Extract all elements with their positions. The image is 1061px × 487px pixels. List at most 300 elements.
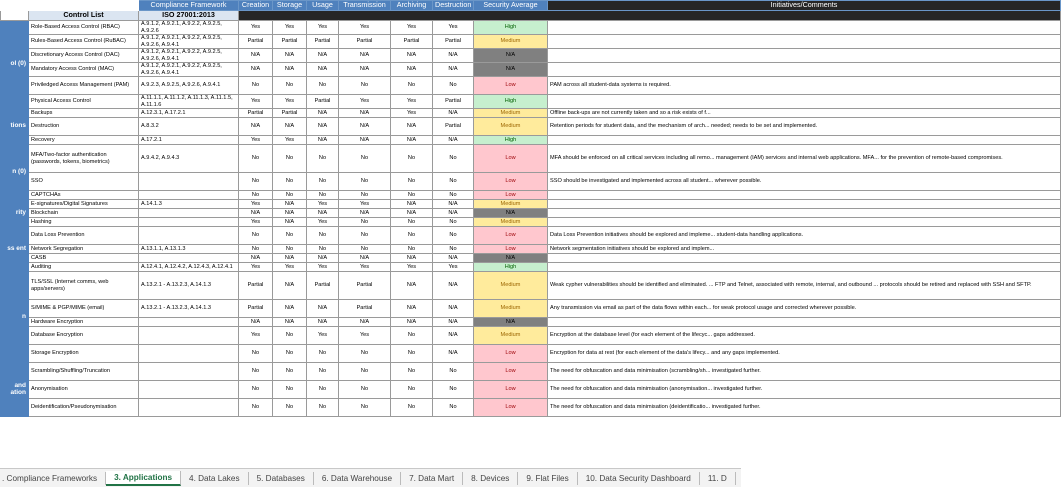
comment-cell[interactable] <box>548 263 1061 272</box>
stage-value-cell[interactable]: Yes <box>307 218 339 227</box>
comment-cell[interactable]: The need for obfuscation and data minimisation (anonymisation... investigated further. <box>548 381 1061 399</box>
iso-reference-cell[interactable]: A.9.1.2, A.9.2.1, A.9.2.2, A.9.2.5, A.9.2.6, A.9.4.1 <box>139 49 239 63</box>
stage-value-cell[interactable]: N/A <box>391 49 433 63</box>
comment-cell[interactable]: PAM across all student-data systems is required. <box>548 77 1061 95</box>
iso-reference-cell[interactable]: A.9.2.3, A.9.2.5, A.9.2.6, A.9.4.1 <box>139 77 239 95</box>
comment-cell[interactable]: Data Loss Prevention initiatives should be explored and impleme... student-data handling applications. <box>548 227 1061 245</box>
iso-reference-cell[interactable] <box>139 345 239 363</box>
control-name-cell[interactable]: Deidentification/Pseudonymisation <box>29 399 139 417</box>
control-name-cell[interactable]: SSO <box>29 173 139 191</box>
stage-value-cell[interactable]: No <box>339 345 391 363</box>
stage-value-cell[interactable]: N/A <box>339 118 391 136</box>
stage-value-cell[interactable]: Yes <box>433 21 474 35</box>
stage-header-destruction[interactable]: Destruction <box>433 1 474 11</box>
stage-value-cell[interactable]: No <box>433 173 474 191</box>
stage-value-cell[interactable]: No <box>307 381 339 399</box>
stage-value-cell[interactable]: Yes <box>339 21 391 35</box>
category-cell[interactable]: ss ent <box>1 227 29 272</box>
stage-value-cell[interactable]: Partial <box>339 272 391 300</box>
stage-value-cell[interactable]: No <box>391 218 433 227</box>
stage-value-cell[interactable]: N/A <box>273 49 307 63</box>
security-average-cell[interactable]: N/A <box>474 209 548 218</box>
stage-value-cell[interactable]: Partial <box>307 95 339 109</box>
stage-value-cell[interactable]: Partial <box>239 300 273 318</box>
stage-value-cell[interactable]: Yes <box>239 21 273 35</box>
comment-cell[interactable] <box>548 63 1061 77</box>
stage-value-cell[interactable]: No <box>307 345 339 363</box>
iso-reference-cell[interactable]: A.12.3.1, A.17.2.1 <box>139 109 239 118</box>
stage-value-cell[interactable]: N/A <box>433 49 474 63</box>
stage-value-cell[interactable]: No <box>433 381 474 399</box>
security-average-cell[interactable]: N/A <box>474 49 548 63</box>
iso-reference-cell[interactable] <box>139 318 239 327</box>
stage-value-cell[interactable]: No <box>391 145 433 173</box>
security-average-cell[interactable]: High <box>474 21 548 35</box>
comment-cell[interactable]: Retention periods for student data, and the mechanism of arch... needed; needs to be set and implemented. <box>548 118 1061 136</box>
sheet-tab[interactable]: 8. Devices <box>463 472 518 485</box>
security-average-cell[interactable]: Low <box>474 363 548 381</box>
stage-value-cell[interactable]: No <box>239 381 273 399</box>
stage-value-cell[interactable]: Yes <box>339 200 391 209</box>
stage-value-cell[interactable]: No <box>339 145 391 173</box>
stage-value-cell[interactable]: Partial <box>307 35 339 49</box>
stage-value-cell[interactable]: No <box>391 77 433 95</box>
security-average-cell[interactable]: Medium <box>474 300 548 318</box>
stage-value-cell[interactable]: N/A <box>339 318 391 327</box>
comment-cell[interactable]: Any transmission via email as part of the data flows within each... for weak protocol usage and corrected wherever possible. <box>548 300 1061 318</box>
security-average-cell[interactable]: High <box>474 95 548 109</box>
security-average-cell[interactable]: Low <box>474 399 548 417</box>
stage-value-cell[interactable]: N/A <box>433 345 474 363</box>
stage-value-cell[interactable]: N/A <box>273 118 307 136</box>
security-average-cell[interactable]: N/A <box>474 254 548 263</box>
sheet-tab[interactable]: 11. D <box>700 472 736 485</box>
iso-reference-cell[interactable]: A.13.2.1 - A.13.2.3, A.14.1.3 <box>139 300 239 318</box>
security-average-cell[interactable]: Low <box>474 381 548 399</box>
stage-value-cell[interactable]: No <box>307 191 339 200</box>
stage-value-cell[interactable]: N/A <box>391 272 433 300</box>
stage-value-cell[interactable]: N/A <box>307 300 339 318</box>
stage-value-cell[interactable]: No <box>391 345 433 363</box>
sheet-tab[interactable]: 10. Data Security Dashboard <box>578 472 700 485</box>
compliance-framework-header[interactable]: Compliance Framework <box>139 1 239 11</box>
stage-value-cell[interactable]: Partial <box>433 35 474 49</box>
stage-value-cell[interactable]: N/A <box>391 200 433 209</box>
stage-value-cell[interactable]: Yes <box>307 200 339 209</box>
stage-value-cell[interactable]: No <box>339 77 391 95</box>
stage-value-cell[interactable]: Partial <box>433 95 474 109</box>
iso-reference-cell[interactable] <box>139 191 239 200</box>
iso-reference-cell[interactable] <box>139 399 239 417</box>
category-cell[interactable]: n <box>1 272 29 363</box>
stage-value-cell[interactable]: N/A <box>307 49 339 63</box>
stage-value-cell[interactable]: Partial <box>339 35 391 49</box>
iso-reference-cell[interactable] <box>139 173 239 191</box>
stage-value-cell[interactable]: N/A <box>273 254 307 263</box>
control-name-cell[interactable]: Hardware Encryption <box>29 318 139 327</box>
stage-value-cell[interactable]: N/A <box>239 63 273 77</box>
control-name-cell[interactable]: Mandatory Access Control (MAC) <box>29 63 139 77</box>
stage-value-cell[interactable]: N/A <box>273 209 307 218</box>
stage-value-cell[interactable]: Yes <box>273 95 307 109</box>
stage-value-cell[interactable]: N/A <box>339 209 391 218</box>
stage-value-cell[interactable]: No <box>433 245 474 254</box>
stage-value-cell[interactable]: No <box>273 145 307 173</box>
category-cell[interactable]: ol (0) <box>1 21 29 109</box>
stage-value-cell[interactable]: No <box>273 363 307 381</box>
stage-value-cell[interactable]: No <box>339 173 391 191</box>
comment-cell[interactable]: Network segmentation initiatives should be explored and implem... <box>548 245 1061 254</box>
stage-value-cell[interactable]: No <box>391 227 433 245</box>
iso-reference-cell[interactable]: A.14.1.3 <box>139 200 239 209</box>
stage-value-cell[interactable]: Yes <box>239 263 273 272</box>
stage-value-cell[interactable]: Yes <box>307 263 339 272</box>
stage-value-cell[interactable]: No <box>307 363 339 381</box>
stage-value-cell[interactable]: N/A <box>391 118 433 136</box>
security-average-cell[interactable]: Low <box>474 145 548 173</box>
control-name-cell[interactable]: MFA/Two-factor authentication (passwords, tokens, biometrics) <box>29 145 139 173</box>
stage-value-cell[interactable]: Partial <box>273 35 307 49</box>
comment-cell[interactable] <box>548 200 1061 209</box>
control-name-cell[interactable]: Anonymisation <box>29 381 139 399</box>
stage-value-cell[interactable]: Yes <box>273 263 307 272</box>
stage-value-cell[interactable]: Yes <box>273 136 307 145</box>
iso-reference-cell[interactable]: A.13.2.1 - A.13.2.3, A.14.1.3 <box>139 272 239 300</box>
comment-cell[interactable] <box>548 218 1061 227</box>
stage-value-cell[interactable]: N/A <box>273 318 307 327</box>
stage-value-cell[interactable]: Partial <box>339 300 391 318</box>
control-name-cell[interactable]: Storage Encryption <box>29 345 139 363</box>
control-name-cell[interactable]: Blockchain <box>29 209 139 218</box>
stage-value-cell[interactable]: Yes <box>239 136 273 145</box>
stage-value-cell[interactable]: N/A <box>239 254 273 263</box>
stage-value-cell[interactable]: N/A <box>433 63 474 77</box>
stage-value-cell[interactable]: N/A <box>433 272 474 300</box>
iso-reference-cell[interactable]: A.9.1.2, A.9.2.1, A.9.2.2, A.9.2.5, A.9.2.6 <box>139 21 239 35</box>
stage-value-cell[interactable]: N/A <box>433 136 474 145</box>
stage-value-cell[interactable]: N/A <box>239 318 273 327</box>
stage-value-cell[interactable]: N/A <box>273 63 307 77</box>
stage-value-cell[interactable]: No <box>307 145 339 173</box>
sheet-tab[interactable]: 6. Data Warehouse <box>314 472 401 485</box>
stage-value-cell[interactable]: No <box>239 191 273 200</box>
comment-cell[interactable] <box>548 95 1061 109</box>
control-name-cell[interactable]: Scrambling/Shuffling/Truncation <box>29 363 139 381</box>
stage-value-cell[interactable]: No <box>391 245 433 254</box>
iso-reference-cell[interactable] <box>139 327 239 345</box>
stage-value-cell[interactable]: No <box>433 191 474 200</box>
stage-value-cell[interactable]: N/A <box>339 136 391 145</box>
control-name-cell[interactable]: Role-Based Access Control (RBAC) <box>29 21 139 35</box>
stage-value-cell[interactable]: N/A <box>307 118 339 136</box>
stage-value-cell[interactable]: N/A <box>273 272 307 300</box>
stage-header-usage[interactable]: Usage <box>307 1 339 11</box>
stage-value-cell[interactable]: No <box>273 227 307 245</box>
stage-value-cell[interactable]: No <box>273 345 307 363</box>
stage-value-cell[interactable]: N/A <box>339 254 391 263</box>
security-average-cell[interactable]: N/A <box>474 318 548 327</box>
iso-reference-cell[interactable] <box>139 363 239 381</box>
stage-value-cell[interactable]: Yes <box>239 95 273 109</box>
stage-value-cell[interactable]: No <box>273 399 307 417</box>
category-cell[interactable]: and ation <box>1 363 29 417</box>
comment-cell[interactable]: Weak cypher vulnerabilities should be identified and eliminated. ... FTP and Telnet, associated with remote, internal, and outbound ... protocols should be retired and replaced with SSH and SFTP. <box>548 272 1061 300</box>
stage-value-cell[interactable]: No <box>339 381 391 399</box>
sheet-tab[interactable]: 9. Flat Files <box>518 472 577 485</box>
iso-reference-cell[interactable]: A.17.2.1 <box>139 136 239 145</box>
stage-value-cell[interactable]: N/A <box>239 49 273 63</box>
stage-value-cell[interactable]: No <box>239 173 273 191</box>
comment-cell[interactable]: The need for obfuscation and data minimisation (scrambling/sh... investigated further. <box>548 363 1061 381</box>
iso-reference-cell[interactable] <box>139 254 239 263</box>
control-name-cell[interactable]: Network Segregation <box>29 245 139 254</box>
sheet-tab[interactable]: 3. Applications <box>106 471 181 486</box>
security-average-cell[interactable]: High <box>474 263 548 272</box>
stage-value-cell[interactable]: N/A <box>433 109 474 118</box>
comment-cell[interactable] <box>548 35 1061 49</box>
security-average-cell[interactable]: Medium <box>474 200 548 209</box>
stage-value-cell[interactable]: N/A <box>391 254 433 263</box>
stage-value-cell[interactable]: N/A <box>339 63 391 77</box>
stage-value-cell[interactable]: N/A <box>307 136 339 145</box>
stage-value-cell[interactable]: Yes <box>391 95 433 109</box>
iso-header[interactable]: ISO 27001:2013 <box>139 11 239 21</box>
stage-value-cell[interactable]: N/A <box>239 118 273 136</box>
control-list-header[interactable]: Control List <box>29 11 139 21</box>
stage-value-cell[interactable]: Yes <box>339 327 391 345</box>
iso-reference-cell[interactable]: A.11.1.1, A.11.1.2, A.11.1.3, A.11.1.5, A.11.1.6 <box>139 95 239 109</box>
stage-value-cell[interactable]: No <box>339 227 391 245</box>
stage-value-cell[interactable]: N/A <box>239 209 273 218</box>
security-average-cell[interactable]: High <box>474 136 548 145</box>
stage-value-cell[interactable]: N/A <box>433 200 474 209</box>
stage-value-cell[interactable]: No <box>239 245 273 254</box>
comment-cell[interactable] <box>548 49 1061 63</box>
control-name-cell[interactable]: Data Loss Prevention <box>29 227 139 245</box>
sheet-tab[interactable]: 5. Databases <box>249 472 314 485</box>
stage-value-cell[interactable]: Yes <box>339 263 391 272</box>
stage-value-cell[interactable]: No <box>339 399 391 417</box>
stage-value-cell[interactable]: No <box>391 173 433 191</box>
category-cell[interactable]: rity <box>1 200 29 227</box>
stage-value-cell[interactable]: N/A <box>433 318 474 327</box>
category-cell[interactable]: tions <box>1 109 29 145</box>
stage-value-cell[interactable]: Yes <box>239 327 273 345</box>
stage-header-transmission[interactable]: Transmission <box>339 1 391 11</box>
stage-value-cell[interactable]: No <box>307 399 339 417</box>
security-average-cell[interactable]: Medium <box>474 218 548 227</box>
stage-value-cell[interactable]: No <box>433 399 474 417</box>
control-name-cell[interactable]: Physical Access Control <box>29 95 139 109</box>
category-cell[interactable]: n (0) <box>1 145 29 200</box>
security-average-cell[interactable]: Low <box>474 345 548 363</box>
stage-value-cell[interactable]: Partial <box>273 109 307 118</box>
stage-value-cell[interactable]: No <box>391 399 433 417</box>
stage-value-cell[interactable]: N/A <box>307 318 339 327</box>
stage-header-creation[interactable]: Creation <box>239 1 273 11</box>
stage-value-cell[interactable]: N/A <box>433 209 474 218</box>
stage-value-cell[interactable]: N/A <box>391 136 433 145</box>
stage-value-cell[interactable]: N/A <box>391 209 433 218</box>
iso-reference-cell[interactable]: A.9.4.2, A.9.4.3 <box>139 145 239 173</box>
security-average-cell[interactable]: Low <box>474 77 548 95</box>
iso-reference-cell[interactable] <box>139 227 239 245</box>
stage-value-cell[interactable]: Yes <box>433 263 474 272</box>
stage-value-cell[interactable]: Partial <box>433 118 474 136</box>
table-row <box>1 272 1061 300</box>
comment-cell[interactable]: MFA should be enforced on all critical services including all remo... management (IAM) services and internal web applications. MFA... for the prevention of remote-based compromises. <box>548 145 1061 173</box>
stage-value-cell[interactable]: No <box>273 77 307 95</box>
stage-value-cell[interactable]: Partial <box>391 35 433 49</box>
control-name-cell[interactable]: Hashing <box>29 218 139 227</box>
stage-value-cell[interactable]: No <box>273 381 307 399</box>
stage-value-cell[interactable]: No <box>339 218 391 227</box>
comment-cell[interactable] <box>548 136 1061 145</box>
stage-value-cell[interactable]: No <box>433 145 474 173</box>
stage-value-cell[interactable]: No <box>307 227 339 245</box>
stage-value-cell[interactable]: No <box>391 327 433 345</box>
control-name-cell[interactable]: CASB <box>29 254 139 263</box>
stage-value-cell[interactable]: No <box>433 218 474 227</box>
stage-value-cell[interactable]: N/A <box>307 109 339 118</box>
comment-cell[interactable] <box>548 21 1061 35</box>
stage-value-cell[interactable]: Partial <box>307 272 339 300</box>
comment-cell[interactable]: Encryption for data at rest (for each element of the data's lifecy... and any gaps implemented. <box>548 345 1061 363</box>
comment-cell[interactable]: SSO should be investigated and implemented across all student... wherever possible. <box>548 173 1061 191</box>
control-name-cell[interactable]: Backups <box>29 109 139 118</box>
stage-value-cell[interactable]: No <box>273 327 307 345</box>
stage-value-cell[interactable]: No <box>339 191 391 200</box>
iso-reference-cell[interactable] <box>139 218 239 227</box>
control-name-cell[interactable]: Destruction <box>29 118 139 136</box>
stage-value-cell[interactable]: N/A <box>273 200 307 209</box>
stage-value-cell[interactable]: No <box>239 145 273 173</box>
stage-value-cell[interactable]: N/A <box>339 49 391 63</box>
security-average-cell[interactable]: Low <box>474 173 548 191</box>
control-name-cell[interactable]: Recovery <box>29 136 139 145</box>
stage-value-cell[interactable]: N/A <box>307 63 339 77</box>
control-name-cell[interactable]: Discretionary Access Control (DAC) <box>29 49 139 63</box>
stage-value-cell[interactable]: No <box>433 363 474 381</box>
stage-value-cell[interactable]: No <box>307 173 339 191</box>
stage-value-cell[interactable]: No <box>339 245 391 254</box>
stage-value-cell[interactable]: Partial <box>239 109 273 118</box>
initiatives-header[interactable]: Initiatives/Comments <box>548 1 1061 11</box>
stage-value-cell[interactable]: Partial <box>239 35 273 49</box>
stage-value-cell[interactable]: No <box>273 245 307 254</box>
stage-value-cell[interactable]: N/A <box>391 300 433 318</box>
stage-value-cell[interactable]: N/A <box>273 300 307 318</box>
stage-value-cell[interactable]: N/A <box>307 209 339 218</box>
stage-value-cell[interactable]: No <box>239 363 273 381</box>
security-average-cell[interactable]: Low <box>474 245 548 254</box>
iso-reference-cell[interactable]: A.8.3.2 <box>139 118 239 136</box>
security-average-cell[interactable]: Medium <box>474 109 548 118</box>
security-average-cell[interactable]: Low <box>474 191 548 200</box>
iso-reference-cell[interactable]: A.9.1.2, A.9.2.1, A.9.2.2, A.9.2.5, A.9.2.6, A.9.4.1 <box>139 63 239 77</box>
control-name-cell[interactable]: Auditing <box>29 263 139 272</box>
comment-cell[interactable]: Offline back-ups are not currently taken and so a risk exists of f... <box>548 109 1061 118</box>
subheader-row <box>1 11 1061 21</box>
comment-cell[interactable] <box>548 254 1061 263</box>
comment-cell[interactable] <box>548 191 1061 200</box>
stage-value-cell[interactable]: N/A <box>339 109 391 118</box>
security-average-cell[interactable]: Medium <box>474 118 548 136</box>
stage-value-cell[interactable]: No <box>391 381 433 399</box>
stage-value-cell[interactable]: No <box>239 345 273 363</box>
security-average-cell[interactable]: Medium <box>474 327 548 345</box>
stage-value-cell[interactable]: No <box>307 245 339 254</box>
stage-header-archiving[interactable]: Archiving <box>391 1 433 11</box>
stage-value-cell[interactable]: Yes <box>339 95 391 109</box>
stage-value-cell[interactable]: N/A <box>307 254 339 263</box>
sheet-tab[interactable]: 4. Data Lakes <box>181 472 249 485</box>
stage-value-cell[interactable]: Yes <box>307 327 339 345</box>
stage-value-cell[interactable]: N/A <box>433 254 474 263</box>
stage-value-cell[interactable]: N/A <box>391 318 433 327</box>
stage-value-cell[interactable]: No <box>339 363 391 381</box>
control-name-cell[interactable]: Database Encryption <box>29 327 139 345</box>
stage-value-cell[interactable]: No <box>391 363 433 381</box>
comment-cell[interactable] <box>548 209 1061 218</box>
comment-cell[interactable]: The need for obfuscation and data minimisation (deidentificatio... investigated further. <box>548 399 1061 417</box>
control-name-cell[interactable]: TLS/SSL (Internet comms, web apps/servers) <box>29 272 139 300</box>
control-name-cell[interactable]: S/MIME & PGP/MIME (email) <box>29 300 139 318</box>
stage-value-cell[interactable]: Partial <box>239 272 273 300</box>
iso-reference-cell[interactable]: A.12.4.1, A.12.4.2, A.12.4.3, A.12.4.1 <box>139 263 239 272</box>
stage-value-cell[interactable]: N/A <box>273 218 307 227</box>
stage-value-cell[interactable]: Yes <box>239 200 273 209</box>
stage-value-cell[interactable]: Yes <box>391 263 433 272</box>
security-average-cell[interactable]: N/A <box>474 63 548 77</box>
sheet-tab[interactable]: . Compliance Frameworks <box>0 472 106 485</box>
comment-cell[interactable] <box>548 318 1061 327</box>
security-average-header[interactable]: Security Average <box>474 1 548 11</box>
control-name-cell[interactable]: CAPTCHAs <box>29 191 139 200</box>
security-average-cell[interactable]: Medium <box>474 272 548 300</box>
stage-value-cell[interactable]: Yes <box>391 109 433 118</box>
control-name-cell[interactable]: Rules-Based Access Control (RuBAC) <box>29 35 139 49</box>
control-name-cell[interactable]: E-signatures/Digital Signatures <box>29 200 139 209</box>
iso-reference-cell[interactable]: A.13.1.1, A.13.1.3 <box>139 245 239 254</box>
stage-value-cell[interactable]: No <box>239 77 273 95</box>
security-average-cell[interactable]: Medium <box>474 35 548 49</box>
iso-reference-cell[interactable] <box>139 381 239 399</box>
stage-value-cell[interactable]: No <box>273 191 307 200</box>
stage-value-cell[interactable]: No <box>391 191 433 200</box>
stage-value-cell[interactable]: No <box>239 399 273 417</box>
stage-value-cell[interactable]: N/A <box>391 63 433 77</box>
iso-reference-cell[interactable]: A.9.1.2, A.9.2.1, A.9.2.2, A.9.2.5, A.9.2.6, A.9.4.1 <box>139 35 239 49</box>
stage-value-cell[interactable]: No <box>307 77 339 95</box>
stage-value-cell[interactable]: No <box>239 227 273 245</box>
stage-value-cell[interactable]: Yes <box>307 21 339 35</box>
stage-value-cell[interactable]: Yes <box>239 218 273 227</box>
security-average-cell[interactable]: Low <box>474 227 548 245</box>
stage-value-cell[interactable]: No <box>433 227 474 245</box>
sheet-tab[interactable]: 7. Data Mart <box>401 472 463 485</box>
stage-header-storage[interactable]: Storage <box>273 1 307 11</box>
stage-value-cell[interactable]: No <box>433 77 474 95</box>
stage-value-cell[interactable]: N/A <box>433 327 474 345</box>
stage-value-cell[interactable]: N/A <box>433 300 474 318</box>
comment-cell[interactable]: Encryption at the database level (for each element of the lifecyc... gaps addressed. <box>548 327 1061 345</box>
control-name-cell[interactable]: Priviledged Access Management (PAM) <box>29 77 139 95</box>
stage-value-cell[interactable]: Yes <box>273 21 307 35</box>
stage-value-cell[interactable]: Yes <box>391 21 433 35</box>
stage-value-cell[interactable]: No <box>273 173 307 191</box>
iso-reference-cell[interactable] <box>139 209 239 218</box>
